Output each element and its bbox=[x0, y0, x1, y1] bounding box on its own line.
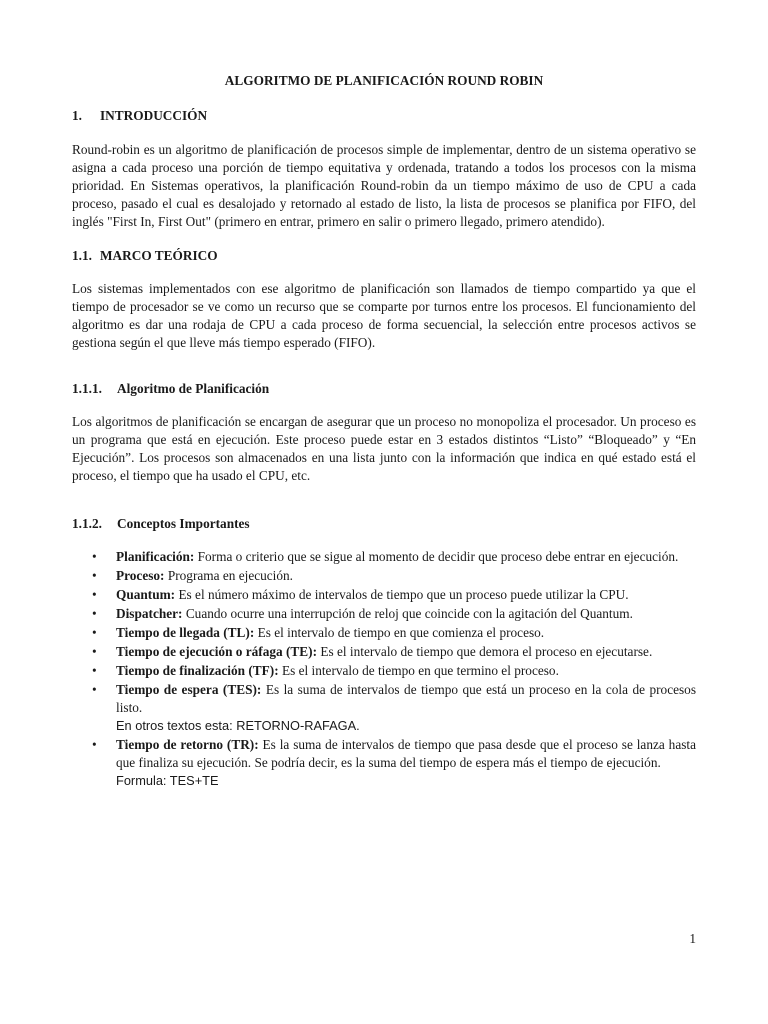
section-heading-algoritmo bbox=[72, 380, 696, 398]
document-title: ALGORITMO DE PLANIFICACIÓN ROUND ROBIN bbox=[224, 73, 544, 88]
concept-term: Tiempo de llegada (TL): bbox=[116, 625, 255, 640]
concept-term: Planificación: bbox=[116, 549, 195, 564]
bullet-icon: • bbox=[92, 568, 97, 583]
concept-description: Es el intervalo de tiempo en que termino el proceso. bbox=[281, 663, 559, 678]
bullet-icon: • bbox=[92, 644, 97, 659]
section-title: INTRODUCCIÓN bbox=[100, 108, 208, 123]
concept-description: Es la suma de intervalos de tiempo que pasa desde que el proceso se lanza hasta que finaliza su ejecución. Se podría decir, es la suma del tiempo de espera más el tiempo de ejecución. bbox=[116, 737, 696, 770]
concept-term: Dispatcher: bbox=[116, 606, 183, 621]
list-item bbox=[72, 548, 696, 566]
concept-description: Programa en ejecución. bbox=[167, 568, 293, 583]
bullet-icon: • bbox=[92, 682, 97, 697]
section-heading-introduccion bbox=[72, 107, 696, 125]
concept-description: Forma o criterio que se sigue al momento de decidir que proceso debe entrar en ejecución. bbox=[197, 549, 679, 564]
concepts-list bbox=[72, 548, 696, 790]
list-item bbox=[72, 736, 696, 790]
section-title: MARCO TEÓRICO bbox=[100, 248, 218, 263]
bullet-icon: • bbox=[92, 625, 97, 640]
concept-term: Tiempo de retorno (TR): bbox=[116, 737, 259, 752]
concept-term: Proceso: bbox=[116, 568, 165, 583]
list-item bbox=[72, 586, 696, 604]
section-title: Conceptos Importantes bbox=[117, 516, 250, 531]
section-number: 1.1.2. bbox=[72, 516, 102, 531]
page-number: 1 bbox=[689, 931, 696, 946]
concept-formula: Formula: TES+TE bbox=[116, 773, 219, 788]
list-item bbox=[72, 567, 696, 585]
bullet-icon: • bbox=[92, 663, 97, 678]
intro-paragraph: Round-robin es un algoritmo de planificación de procesos simple de implementar, dentro de un sistema operativo se asigna a cada proceso una porción de tiempo equitativa y ordenada, tratando a todos los procesos con la misma prioridad. En Sistemas operativos, la planificación Round-robin da un tiempo máximo de uso de CPU a cada proceso, pasado el cual es desalojado y retornado al estado de listo, la lista de procesos se planifica por FIFO, del inglés "First In, First Out" (primero en entrar, primero en salir o primero llegado, primero atendido). bbox=[72, 142, 696, 229]
concept-description: Es el número máximo de intervalos de tiempo que un proceso puede utilizar la CPU. bbox=[178, 587, 629, 602]
section-number: 1.1. bbox=[72, 248, 92, 263]
concept-description: Es el intervalo de tiempo que demora el proceso en ejecutarse. bbox=[320, 644, 653, 659]
algoritmo-paragraph: Los algoritmos de planificación se encargan de asegurar que un proceso no monopoliza el procesador. Un proceso es un programa que está en ejecución. Este proceso puede estar en 3 estados distintos “Listo” “Bloqueado” y “En Ejecución”. Los procesos son almacenados en una lista junto con la información que indica en qué estado está el proceso, el tiempo que ha usado el CPU, etc. bbox=[72, 414, 696, 483]
section-title: Algoritmo de Planificación bbox=[117, 381, 270, 396]
concept-description: Es la suma de intervalos de tiempo que está un proceso en la cola de procesos listo. bbox=[116, 682, 696, 715]
concept-term: Tiempo de ejecución o ráfaga (TE): bbox=[116, 644, 318, 659]
section-heading-marco-teorico bbox=[72, 247, 696, 265]
section-heading-conceptos bbox=[72, 515, 696, 533]
page-content bbox=[72, 72, 696, 791]
concept-term: Quantum: bbox=[116, 587, 176, 602]
bullet-icon: • bbox=[92, 737, 97, 752]
bullet-icon: • bbox=[92, 587, 97, 602]
concept-description: Es el intervalo de tiempo en que comienza el proceso. bbox=[257, 625, 545, 640]
bullet-icon: • bbox=[92, 606, 97, 621]
list-item bbox=[72, 624, 696, 642]
concept-term: Tiempo de espera (TES): bbox=[116, 682, 262, 697]
concept-term: Tiempo de finalización (TF): bbox=[116, 663, 279, 678]
list-item bbox=[72, 681, 696, 735]
list-item bbox=[72, 662, 696, 680]
concept-note: En otros textos esta: RETORNO-RAFAGA. bbox=[116, 718, 360, 733]
list-item bbox=[72, 643, 696, 661]
concept-description: Cuando ocurre una interrupción de reloj que coincide con la agitación del Quantum. bbox=[185, 606, 633, 621]
section-number: 1. bbox=[72, 108, 82, 123]
bullet-icon: • bbox=[92, 549, 97, 564]
section-number: 1.1.1. bbox=[72, 381, 102, 396]
list-item bbox=[72, 605, 696, 623]
marco-paragraph: Los sistemas implementados con ese algoritmo de planificación son llamados de tiempo compartido ya que el tiempo de procesador se ve como un recurso que se comparte por turnos entre los procesos. El funcionamiento del algoritmo es dar una rodaja de CPU a cada proceso de forma secuencial, la selección entre procesos activos se gestiona según el que lleve más tiempo esperado (FIFO). bbox=[72, 281, 696, 350]
